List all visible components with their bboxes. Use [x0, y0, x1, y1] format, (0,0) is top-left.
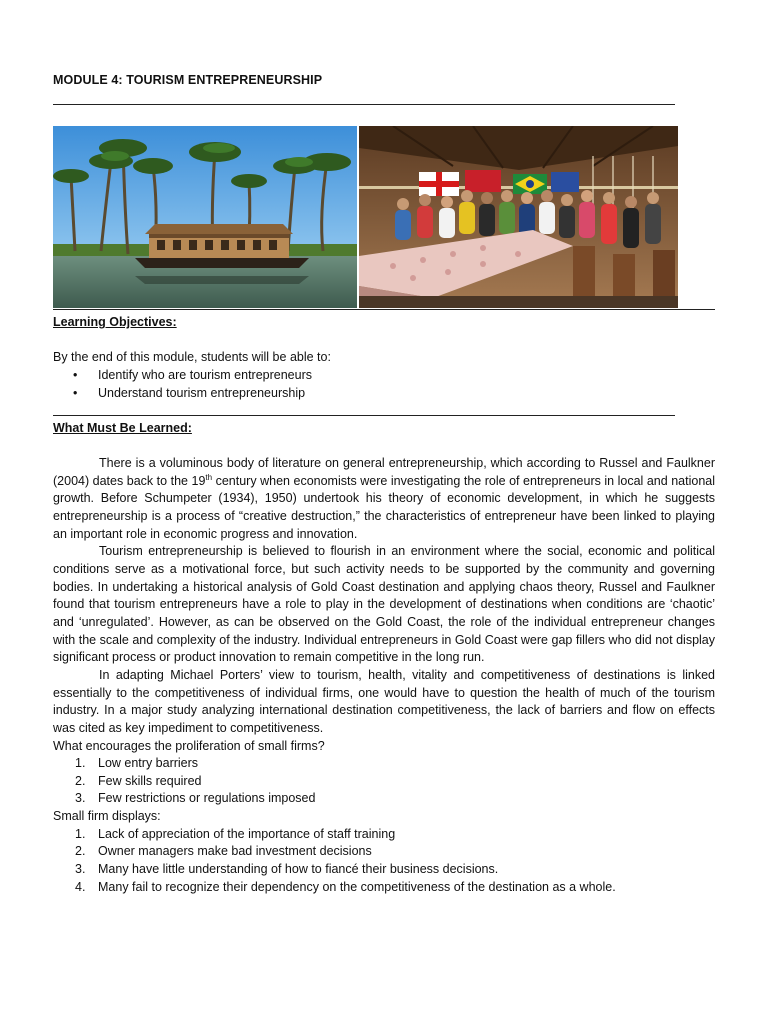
- list-item: 1. Lack of appreciation of the importance of staff training: [75, 826, 396, 841]
- list-item: 4. Many fail to recognize their dependency on the competitiveness of the destination as a whole.: [75, 879, 616, 894]
- group-photo: [359, 126, 678, 308]
- question-1: What encourages the proliferation of small firms?: [53, 738, 325, 753]
- what-must-be-learned-heading: What Must Be Learned:: [53, 421, 192, 435]
- list-item: 2. Owner managers make bad investment decisions: [75, 844, 372, 859]
- question-2: Small firm displays:: [53, 809, 161, 824]
- proliferation-list: [53, 755, 715, 808]
- list-item: • Understand tourism entrepreneurship: [53, 385, 312, 403]
- learning-objectives-list: [53, 367, 312, 402]
- module-title: MODULE 4: TOURISM ENTREPRENEURSHIP: [53, 73, 323, 87]
- learning-objectives-intro: By the end of this module, students will be able to:: [53, 350, 331, 364]
- section-divider: [53, 415, 675, 416]
- title-underline: [53, 104, 675, 105]
- learning-objectives-heading: Learning Objectives:: [53, 315, 177, 329]
- header-photos: [53, 126, 678, 308]
- paragraph-3: In adapting Michael Porters’ view to tourism, health, vitality and competitiveness of destinations is linked essentially to the competitiveness of individual firms, one would have to question the health of much of the tourism industry. In a major study analyzing international destination competitiveness, the lack of barriers and flow on effects was cited as key impediment to competitiveness.: [53, 667, 715, 735]
- houseboat-photo: [53, 126, 357, 308]
- superscript: th: [205, 472, 213, 482]
- lesson-body: [53, 455, 715, 896]
- list-item: 3. Few restrictions or regulations imposed: [75, 791, 316, 806]
- small-firm-list: [53, 826, 715, 897]
- paragraph-1: There is a voluminous body of literature on general entrepreneurship, which according to Russel and Faulkner (2004) dates back to the 19th century when economists were investigating the role of entrepreneurs in local and national growth. Before Schumpeter (1934), 1950) undertook his theory of economic development, in which he suggests entrepreneurship is a process of “creative destruction,” the characteristics of entrepreneur have been linked to playing an important role in economic progress and innovation.: [53, 456, 716, 541]
- list-item: • Identify who are tourism entrepreneurs: [53, 367, 312, 385]
- photos-underline: [53, 309, 715, 310]
- paragraph-2: Tourism entrepreneurship is believed to flourish in an environment where the social, economic and political conditions serve as a motivational force, but such activity needs to be supported by the community and governing bodies. In undertaking a historical analysis of Gold Coast destination and applying chaos theory, Russel and Faulkner found that tourism entrepreneurs have a role to play in the development of destinations when conditions are ‘chaotic’ and ‘unregulated’. However, as can be observed on the Gold Coast, the role of the individual entrepreneur changes with the scale and complexity of the industry. Individual entrepreneurs in Gold Coast were gap fillers who did not display significant process or product innovation to remain competitive in the long run.: [53, 544, 715, 665]
- list-item: 1. Low entry barriers: [75, 756, 199, 771]
- list-item: 2. Few skills required: [75, 773, 202, 788]
- list-item: 3. Many have little understanding of how to fiancé their business decisions.: [75, 862, 499, 877]
